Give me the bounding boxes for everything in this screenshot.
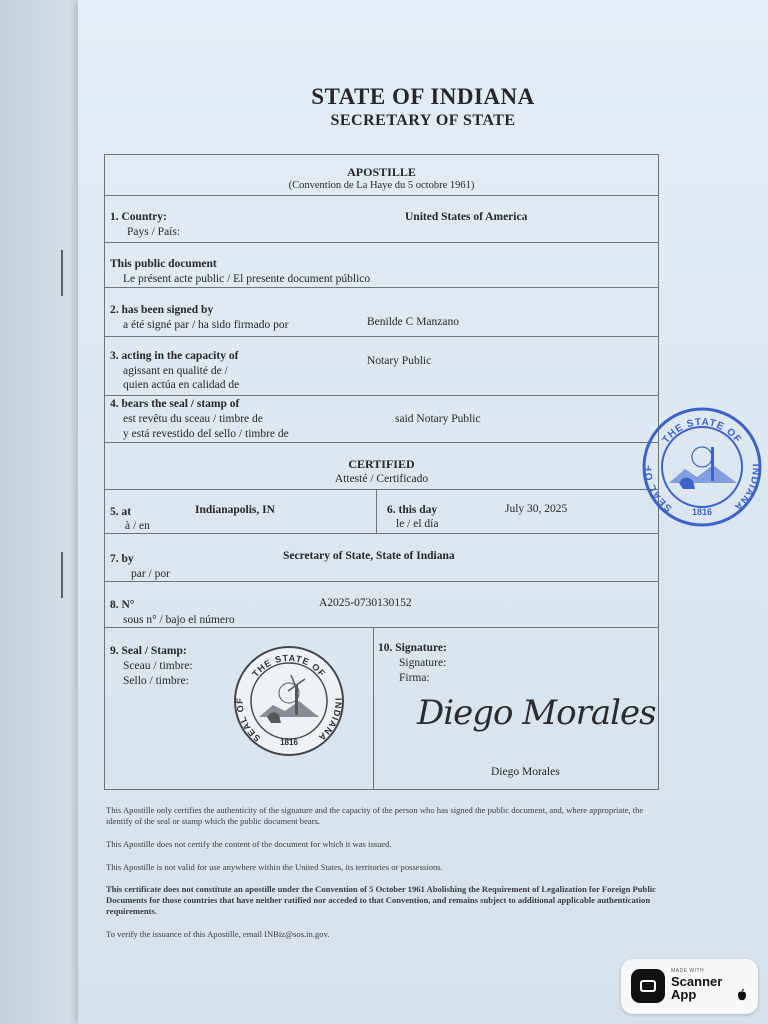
number-label: 8. N° (110, 599, 135, 611)
capacity-label: 3. acting in the capacity of (110, 350, 239, 362)
paper-edge (0, 0, 82, 1024)
country-sub: Pays / País: (127, 226, 181, 238)
handwritten-signature: Diego Morales (417, 693, 656, 733)
capacity-sub2: quien actúa en calidad de (123, 379, 240, 391)
state-seal-stamp-icon (641, 403, 763, 531)
seal-stamp-sub2: Sello / timbre: (123, 675, 189, 687)
seal-bears-label: 4. bears the seal / stamp of (110, 398, 240, 410)
seal-bears-sub1: est revêtu du sceau / timbre de (123, 413, 263, 425)
at-label: 5. at (110, 506, 132, 518)
note-validity: This Apostille is not valid for use anywhere within the United States, its territories or possessions. (106, 862, 443, 872)
at-sub: à / en (125, 520, 150, 532)
state-seal-icon (233, 645, 345, 757)
certified-sub: Attesté / Certificado (334, 473, 429, 485)
signed-by-label: 2. has been signed by (110, 304, 214, 316)
public-document-sub: Le présent acte public / El presente document público (123, 273, 371, 285)
number-value: A2025-0730130152 (319, 597, 412, 609)
apostille-convention: (Convention de La Haye du 5 octobre 1961) (288, 180, 475, 191)
this-day-label: 6. this day (387, 504, 438, 516)
note-convention: This certificate does not constitute an apostille under the Convention of 5 October 1961 Abolishing the Requirement of Legalization for Foreign Public Documents for those countries that have neither ratified nor acceded to that Convention, and remains subject to additional applicable authentication requirements. (106, 884, 656, 916)
stamp-text-top: THE STATE OF (660, 416, 744, 446)
certified-label: CERTIFIED (348, 457, 415, 471)
public-document-label: This public document (110, 258, 217, 270)
capacity-value: Notary Public (367, 355, 432, 367)
this-day-value: July 30, 2025 (505, 503, 568, 515)
note-content: This Apostille does not certify the content of the document for which it was issued. (106, 839, 392, 849)
at-value: Indianapolis, IN (195, 504, 275, 516)
note-verify: To verify the issuance of this Apostille, email INBiz@sos.in.gov. (106, 929, 330, 939)
stamp-text-right: INDIANA (731, 463, 761, 513)
apple-icon (737, 989, 747, 1001)
svg-text:THE STATE OF (661, 417, 744, 446)
badge-made-with: MADE WITH (671, 968, 705, 974)
scanner-app-icon (631, 969, 665, 1003)
stamp-year: 1816 (691, 507, 713, 517)
signed-by-value: Benilde C Manzano (367, 316, 459, 328)
apostille-title: APOSTILLE (347, 165, 416, 179)
seal-stamp-label: 9. Seal / Stamp: (110, 645, 187, 657)
badge-line1: Scanner (671, 974, 723, 989)
scanner-app-badge (621, 959, 758, 1014)
signer-printed-name: Diego Morales (491, 766, 560, 778)
binder-mark (61, 250, 63, 296)
by-value: Secretary of State, State of Indiana (283, 550, 455, 562)
signature-label: 10. Signature: (378, 642, 447, 654)
this-day-sub: le / el día (396, 518, 439, 530)
stamp-text-left: SEAL OF (643, 463, 675, 514)
seal-text-right: INDIANA (316, 697, 344, 744)
seal-year: 1816 (280, 738, 298, 747)
document-subtitle: SECRETARY OF STATE (330, 112, 516, 129)
badge-line2: App (671, 987, 697, 1002)
country-value: United States of America (405, 211, 528, 223)
signature-sub1: Signature: (399, 657, 447, 669)
apostille-form (104, 154, 659, 790)
seal-stamp-sub1: Sceau / timbre: (123, 660, 193, 672)
seal-bears-sub2: y está revestido del sello / timbre de (123, 428, 289, 440)
country-label: 1. Country: (110, 211, 167, 223)
by-sub: par / por (131, 568, 170, 580)
note-authenticity: This Apostille only certifies the authenticity of the signature and the capacity of the person who has signed the public document, and, where appropriate, the identify of the seal or stamp which the public document bears. (106, 805, 644, 826)
signature-sub2: Firma: (399, 672, 430, 684)
document-title: STATE OF INDIANA (311, 84, 535, 109)
binder-mark (61, 552, 63, 598)
capacity-sub1: agissant en qualité de / (123, 365, 228, 377)
seal-text-top: THE STATE OF (250, 652, 328, 679)
signed-by-sub: a été signé par / ha sido firmado por (123, 319, 289, 331)
by-label: 7. by (110, 553, 134, 565)
seal-bears-value: said Notary Public (395, 413, 481, 425)
number-sub: sous n° / bajo el número (123, 614, 235, 626)
seal-text-left: SEAL OF (234, 697, 263, 744)
